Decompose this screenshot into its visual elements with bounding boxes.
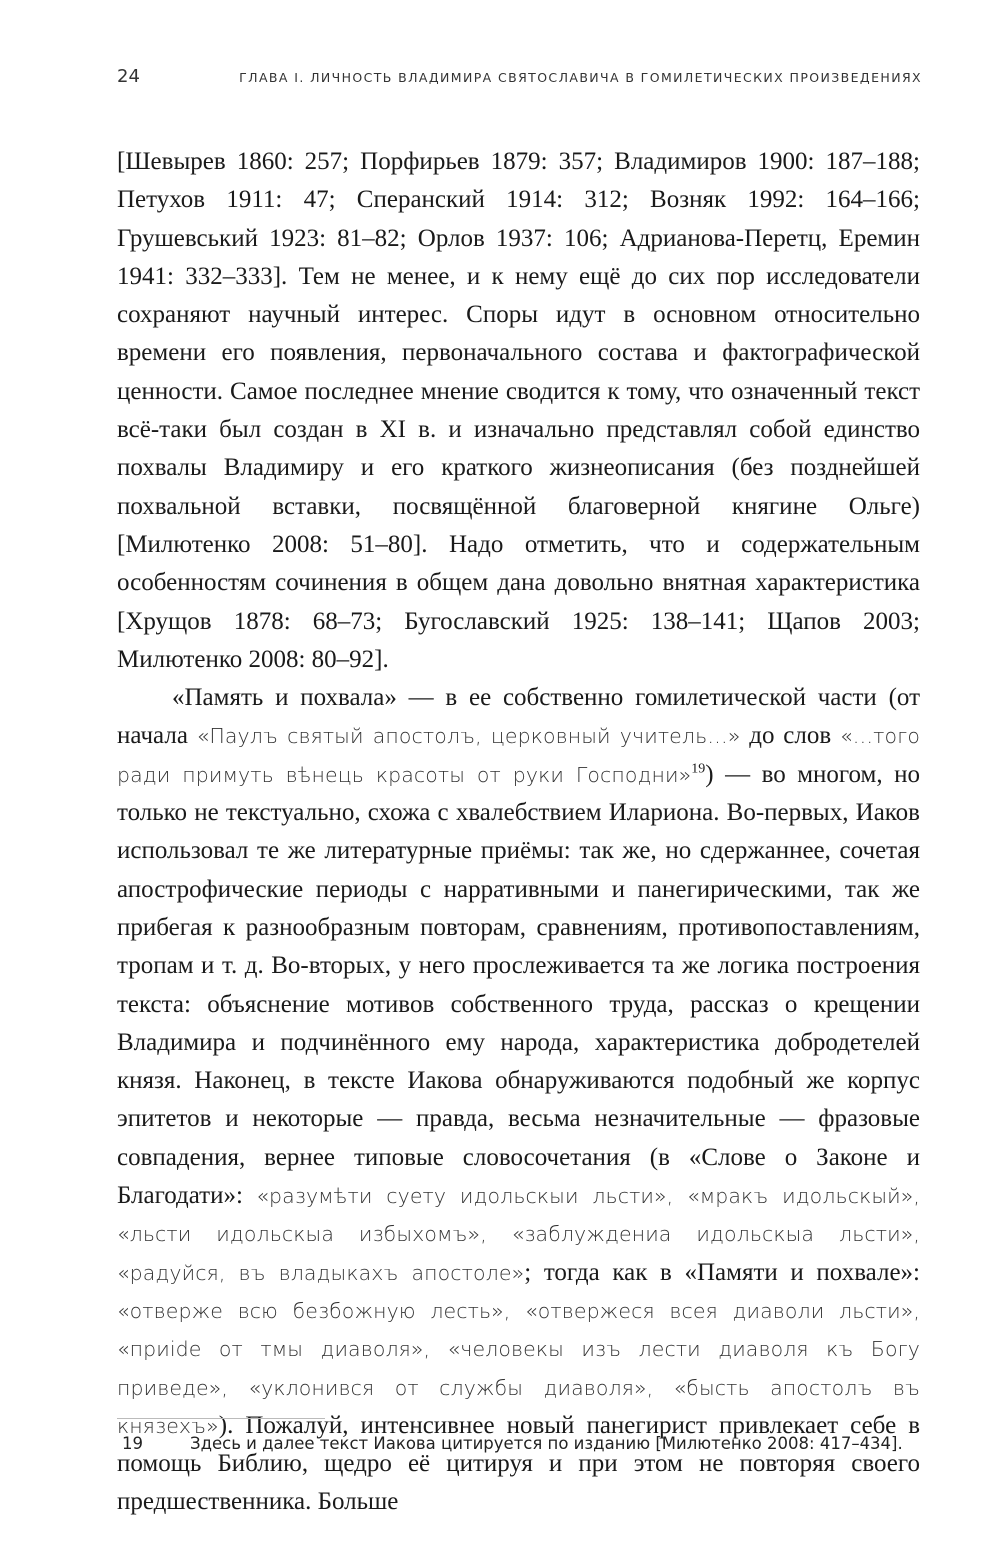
footnote-marker[interactable]: 19 bbox=[691, 761, 706, 777]
paragraph-2 bbox=[117, 679, 920, 1522]
page-number: 24 bbox=[117, 66, 140, 87]
main-text bbox=[117, 143, 920, 1522]
quote-iakov: «отверже всю безбожную лесть», «отвержеся всея диаволи льсти», «приide от тмы диаволя», «человекы изъ лести диаволя къ Богу приведе», «уклонився от службы диаволя», «бысть апостолъ въ князехъ» bbox=[117, 1298, 920, 1438]
paragraph-1: [Шевырев 1860: 257; Порфирьев 1879: 357; Владимиров 1900: 187–188; Петухов 1911: 47; Сперанский 1914: 312; Возняк 1992: 164–166; Грушевський 1923: 81–82; Орлов 1937: 106; Адрианова-Перетц, Еремин 1941: 332–333]. Тем не менее, и к нему ещё до сих пор исследователи сохраняют научный интерес. Споры идут в основном относительно времени его появления, первоначального состава и фактографической ценности. Самое последнее мнение сводится к тому, что означенный текст всё-таки был создан в XI в. и изначально представлял собой единство похвалы Владимиру и его краткого жизнеописания (без позднейшей похвальной вставки, посвящённой благоверной княгине Ольге) [Милютенко 2008: 51–80]. Надо отметить, что и содержательным особенностям сочинения в общем дана довольно внятная характеристика [Хрущов 1878: 68–73; Бугославский 1925: 138–141; Щапов 2003; Милютенко 2008: 80–92]. bbox=[117, 148, 920, 673]
quote-incipit: «Паулъ святый апостолъ, церковный учитель…» bbox=[196, 724, 741, 749]
running-head: ГЛАВА I. ЛИЧНОСТЬ ВЛАДИМИРА СВЯТОСЛАВИЧА В ГОМИЛЕТИЧЕСКИХ ПРОИЗВЕДЕНИЯХ bbox=[239, 70, 922, 85]
text-segment: до слов bbox=[740, 722, 840, 750]
quote-explicit: «…того ради примуть вѣнець красоты от руки Господни» bbox=[117, 724, 920, 787]
text-segment: ). Пожалуй, интенсивнее новый панегирист привлекает себе в помощь Библию, щедро её цитируя и при этом не повторяя своего предшественника. Больше bbox=[117, 1411, 920, 1516]
text-segment: «Память и похвала» — в ее собственно гомилетической части (от начала bbox=[117, 684, 920, 750]
quote-ilarion: «разумѣти суету идольскыи льсти», «мракъ идольскый», «льсти идольскыа избыхомъ», «заблуждениа идольскыа льсти», «радуйся, въ владыкахъ апостоле» bbox=[117, 1184, 920, 1285]
footnote-number: 19 bbox=[122, 1434, 143, 1453]
page-header bbox=[117, 66, 922, 90]
text-segment: ; тогда как в «Памяти и похвале»: bbox=[524, 1258, 920, 1286]
text-segment: ) — во многом, но только не текстуально, схожа с хвалебствием Илариона. Во-первых, Иаков использовал те же литературные приёмы: так же, но сдержаннее, сочетая апострофические периоды с нарративными и панегирическими, так же прибегая к разнообразным повторам, сравнениям, противопоставлениям, тропам и т. д. Во-вторых, у него прослеживается та же логика построения текста: объяснение мотивов собственного труда, рассказ о крещении Владимира и подчинённого ему народа, характеристика добродетелей князя. Наконец, в тексте Иакова обнаруживаются подобный же корпус эпитетов и некоторые — правда, весьма незначительные — фразовые совпадения, вернее типовые словосочетания (в «Слове о Законе и Благодати»: bbox=[117, 760, 920, 1210]
footnote-divider bbox=[117, 1418, 325, 1419]
footnote-text: Здесь и далее текст Иакова цитируется по изданию [Милютенко 2008: 417–434]. bbox=[190, 1434, 903, 1453]
